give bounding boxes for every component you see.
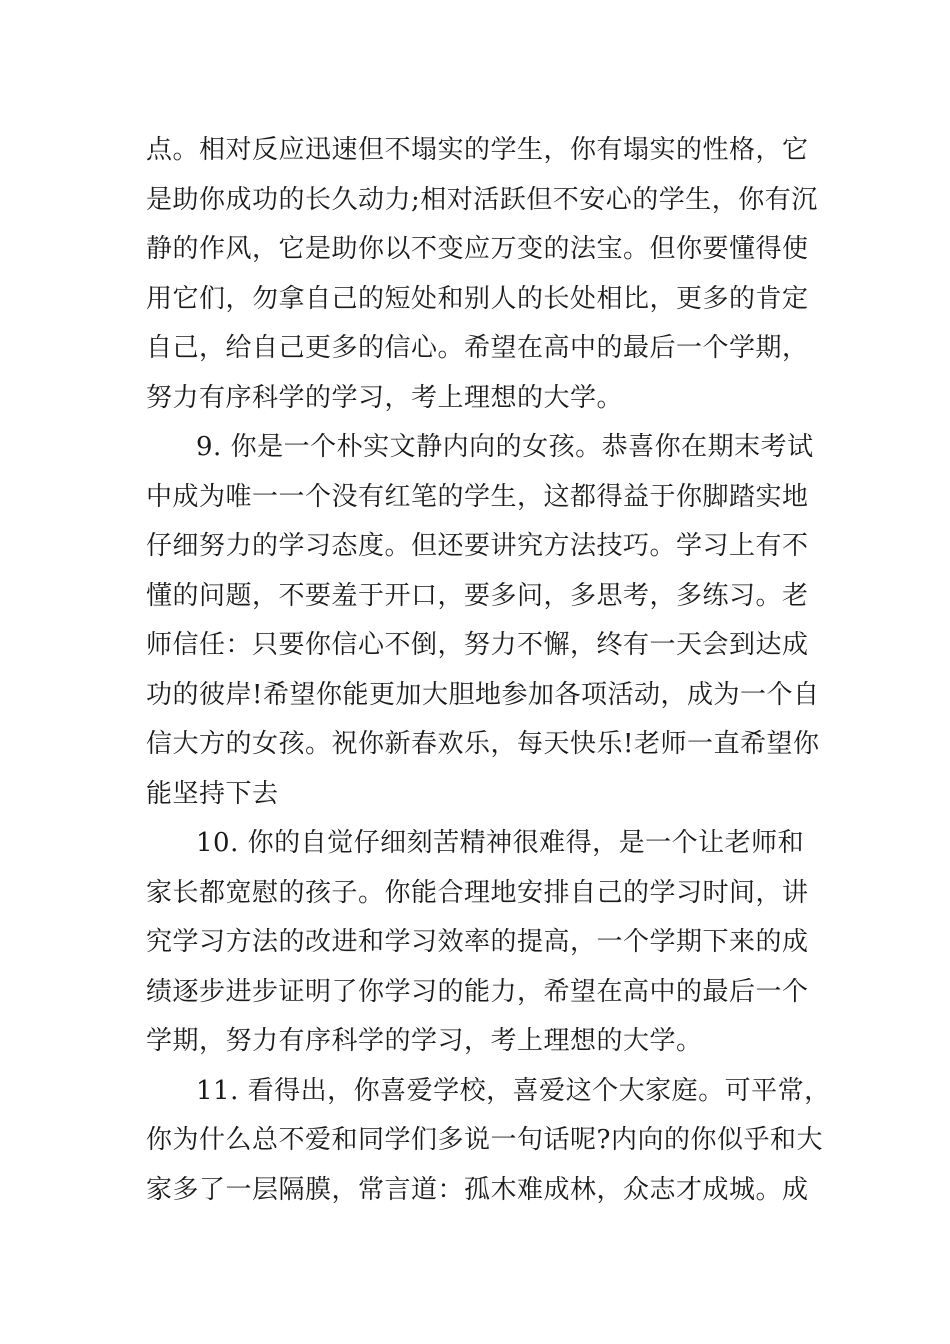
paragraph-start-line: 9. 你是一个朴实文静内向的女孩。恭喜你在期末考试 (196, 432, 814, 462)
text-line: 是助你成功的长久动力;相对活跃但不安心的学生，你有沉 (146, 184, 818, 215)
text-line: 学期，努力有序科学的学习，考上理想的大学。 (146, 1026, 703, 1056)
text-line: 仔细努力的学习态度。但还要讲究方法技巧。学习上有不 (146, 531, 809, 561)
text-line: 用它们，勿拿自己的短处和别人的长处相比，更多的肯定 (146, 283, 809, 314)
text-line: 你为什么总不爱和同学们多说一句话呢?内向的你似乎和大 (146, 1125, 823, 1155)
text-line: 努力有序科学的学习，考上理想的大学。 (146, 382, 624, 413)
text-line: 功的彼岸!希望你能更加大胆地参加各项活动，成为一个自 (146, 679, 820, 710)
text-line: 家长都宽慰的孩子。你能合理地安排自己的学习时间，讲 (146, 877, 809, 908)
text-line: 静的作风，它是助你以不变应万变的法宝。但你要懂得使 (146, 234, 809, 264)
text-line: 师信任：只要你信心不倒，努力不懈，终有一天会到达成 (146, 630, 809, 660)
text-line: 懂的问题，不要羞于开口，要多问，多思考，多练习。老 (146, 580, 809, 611)
text-line: 信大方的女孩。祝你新春欢乐，每天快乐!老师一直希望你 (146, 729, 820, 759)
text-line: 绩逐步进步证明了你学习的能力，希望在高中的最后一个 (146, 976, 809, 1007)
paragraph-start-line: 11. 看得出，你喜爱学校，喜爱这个大家庭。可平常， (196, 1075, 831, 1106)
text-line: 家多了一层隔膜，常言道：孤木难成林，众志才成城。成 (146, 1174, 809, 1205)
text-line: 能坚持下去 (146, 778, 279, 809)
paragraph-start-line: 10. 你的自觉仔细刻苦精神很难得，是一个让老师和 (196, 828, 805, 858)
text-line: 自己，给自己更多的信心。希望在高中的最后一个学期， (146, 333, 809, 363)
text-line: 点。相对反应迅速但不塌实的学生，你有塌实的性格，它 (146, 135, 809, 165)
body-text (146, 126, 831, 1215)
text-line: 中成为唯一一个没有红笔的学生，这都得益于你脚踏实地 (146, 481, 809, 512)
text-line: 究学习方法的改进和学习效率的提高，一个学期下来的成 (146, 927, 809, 957)
